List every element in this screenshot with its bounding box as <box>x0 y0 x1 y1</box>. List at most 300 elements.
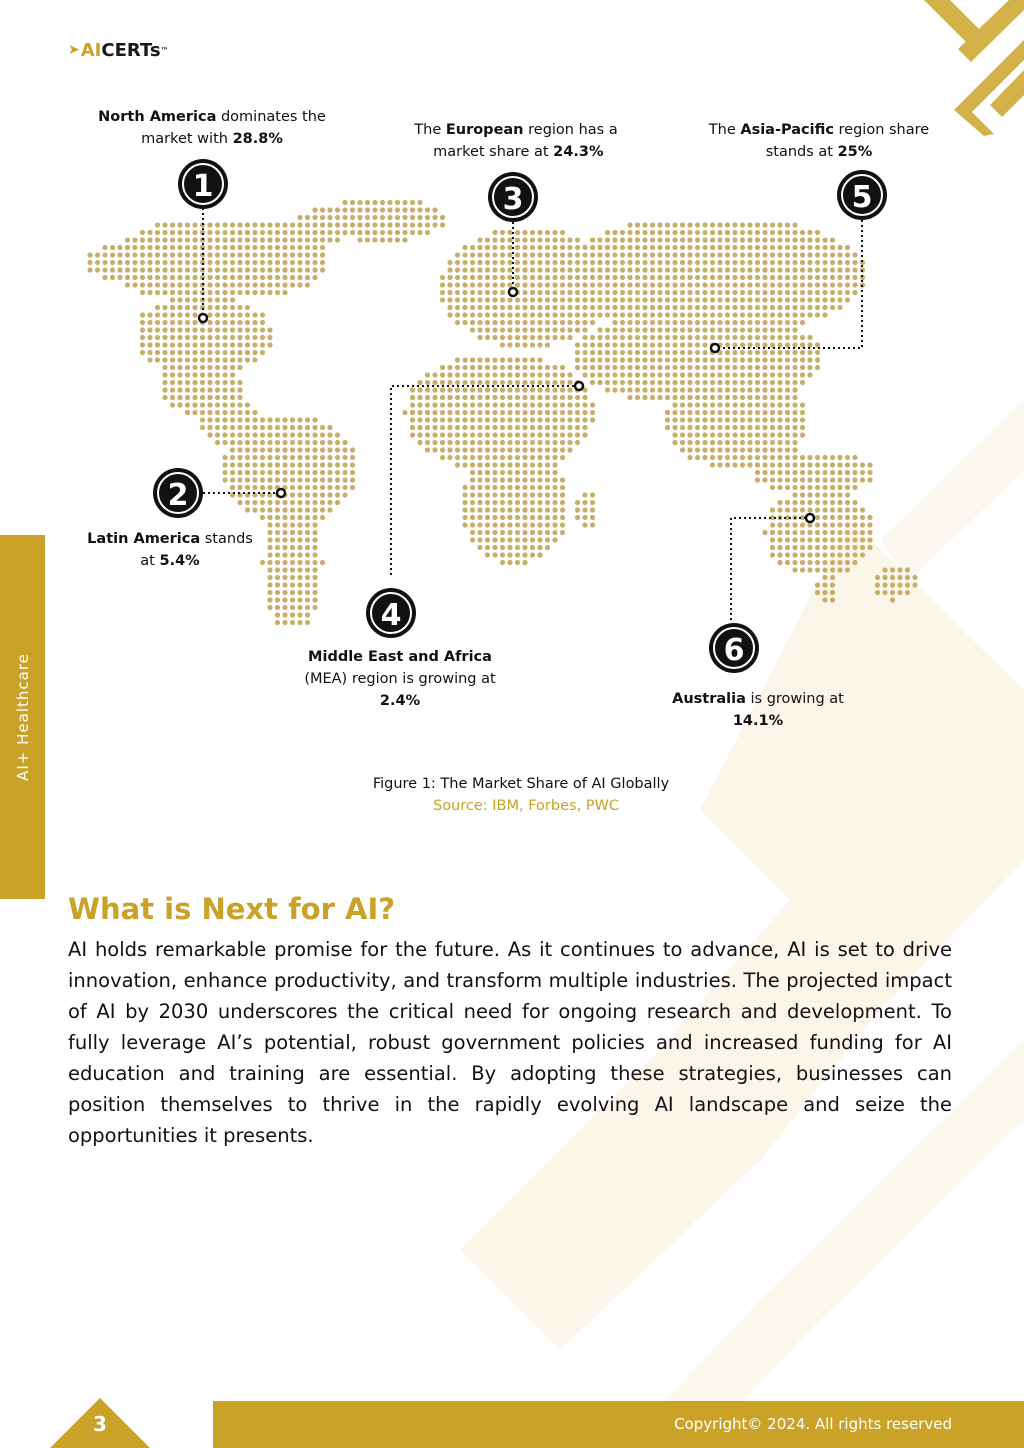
map-dot <box>830 545 835 550</box>
map-dot <box>515 387 520 392</box>
map-dot <box>770 297 775 302</box>
map-dot <box>665 282 670 287</box>
map-dot <box>117 275 122 280</box>
map-dot <box>530 237 535 242</box>
map-dot <box>537 417 542 422</box>
map-dot <box>260 282 265 287</box>
map-dot <box>297 275 302 280</box>
map-dot <box>350 215 355 220</box>
map-dot <box>530 507 535 512</box>
map-dot <box>755 260 760 265</box>
map-dot <box>417 402 422 407</box>
map-dot <box>155 327 160 332</box>
map-dot <box>582 500 587 505</box>
map-dot <box>260 500 265 505</box>
map-dot <box>447 297 452 302</box>
map-dot <box>822 282 827 287</box>
map-dot <box>822 260 827 265</box>
map-dot <box>755 275 760 280</box>
map-dot <box>725 455 730 460</box>
map-dot <box>702 237 707 242</box>
map-dot <box>740 440 745 445</box>
map-dot <box>695 447 700 452</box>
map-dot <box>282 545 287 550</box>
map-dot <box>222 417 227 422</box>
map-dot <box>342 470 347 475</box>
map-dot <box>747 342 752 347</box>
map-dot <box>710 305 715 310</box>
map-dot <box>635 245 640 250</box>
map-dot <box>567 260 572 265</box>
map-dot <box>455 395 460 400</box>
map-dot <box>290 275 295 280</box>
map-dot <box>822 455 827 460</box>
map-dot <box>477 410 482 415</box>
map-dot <box>800 425 805 430</box>
map-dot <box>297 237 302 242</box>
map-dot <box>342 462 347 467</box>
map-dot <box>582 342 587 347</box>
map-dot <box>425 222 430 227</box>
map-dot <box>192 387 197 392</box>
map-dot <box>470 522 475 527</box>
map-dot <box>695 282 700 287</box>
map-dot <box>755 380 760 385</box>
map-dot <box>785 417 790 422</box>
map-dot <box>155 342 160 347</box>
map-dot <box>777 447 782 452</box>
map-dot <box>237 275 242 280</box>
map-dot <box>702 320 707 325</box>
map-dot <box>717 252 722 257</box>
map-dot <box>770 365 775 370</box>
map-dot <box>462 402 467 407</box>
map-dot <box>170 372 175 377</box>
map-dot <box>507 372 512 377</box>
map-dot <box>732 267 737 272</box>
map-dot <box>717 380 722 385</box>
map-dot <box>147 245 152 250</box>
map-dot <box>170 245 175 250</box>
map-dot <box>762 402 767 407</box>
map-dot <box>762 320 767 325</box>
map-dot <box>230 440 235 445</box>
map-dot <box>185 380 190 385</box>
map-dot <box>230 380 235 385</box>
map-dot <box>312 462 317 467</box>
map-dot <box>305 507 310 512</box>
map-dot <box>635 297 640 302</box>
map-dot <box>822 567 827 572</box>
map-dot <box>267 605 272 610</box>
map-dot <box>837 260 842 265</box>
map-dot <box>717 237 722 242</box>
map-dot <box>845 500 850 505</box>
map-dot <box>222 365 227 370</box>
map-dot <box>537 402 542 407</box>
map-dot <box>627 275 632 280</box>
map-dot <box>792 327 797 332</box>
map-dot <box>627 260 632 265</box>
copyright-text: Copyright© 2024. All rights reserved <box>674 1415 952 1433</box>
map-dot <box>267 335 272 340</box>
map-dot <box>672 312 677 317</box>
map-dot <box>635 357 640 362</box>
map-dot <box>170 357 175 362</box>
map-dot <box>537 245 542 250</box>
map-dot <box>755 342 760 347</box>
map-dot <box>815 260 820 265</box>
map-dot <box>665 312 670 317</box>
map-dot <box>837 275 842 280</box>
map-dot <box>485 395 490 400</box>
map-dot <box>560 312 565 317</box>
map-dot <box>177 380 182 385</box>
map-dot <box>687 455 692 460</box>
map-dot <box>477 282 482 287</box>
map-dot <box>327 425 332 430</box>
map-dot <box>192 350 197 355</box>
map-dot <box>740 305 745 310</box>
map-dot <box>207 365 212 370</box>
map-dot <box>335 440 340 445</box>
map-dot <box>800 530 805 535</box>
map-dot <box>530 365 535 370</box>
map-dot <box>785 425 790 430</box>
map-dot <box>282 612 287 617</box>
map-dot <box>425 432 430 437</box>
map-dot <box>485 530 490 535</box>
map-dot <box>822 462 827 467</box>
map-dot <box>687 237 692 242</box>
map-dot <box>575 515 580 520</box>
map-dot <box>125 252 130 257</box>
map-dot <box>275 620 280 625</box>
map-dot <box>717 455 722 460</box>
map-dot <box>455 320 460 325</box>
map-dot <box>455 387 460 392</box>
map-dot <box>507 305 512 310</box>
map-dot <box>342 207 347 212</box>
map-dot <box>800 507 805 512</box>
map-dot <box>590 500 595 505</box>
map-dot <box>567 252 572 257</box>
map-dot <box>575 357 580 362</box>
map-dot <box>800 552 805 557</box>
map-dot <box>215 440 220 445</box>
map-dot <box>560 380 565 385</box>
map-dot <box>740 260 745 265</box>
map-dot <box>800 245 805 250</box>
map-dot <box>762 290 767 295</box>
map-dot <box>372 200 377 205</box>
map-dot <box>282 282 287 287</box>
map-dot <box>297 260 302 265</box>
map-dot <box>192 410 197 415</box>
map-dot <box>350 200 355 205</box>
map-dot <box>305 492 310 497</box>
map-dot <box>807 282 812 287</box>
map-dot <box>762 432 767 437</box>
map-dot <box>312 440 317 445</box>
map-dot <box>530 410 535 415</box>
map-dot <box>537 395 542 400</box>
map-dot <box>665 237 670 242</box>
map-dot <box>537 410 542 415</box>
map-dot <box>537 335 542 340</box>
map-dot <box>912 582 917 587</box>
map-dot <box>470 380 475 385</box>
map-dot <box>260 425 265 430</box>
map-dot <box>245 470 250 475</box>
map-dot <box>252 410 257 415</box>
map-dot <box>440 440 445 445</box>
map-dot <box>717 230 722 235</box>
map-dot <box>732 372 737 377</box>
map-dot <box>627 267 632 272</box>
map-dot <box>605 335 610 340</box>
map-dot <box>560 440 565 445</box>
map-dot <box>852 455 857 460</box>
map-dot <box>282 252 287 257</box>
map-dot <box>282 447 287 452</box>
map-dot <box>185 342 190 347</box>
map-dot <box>305 605 310 610</box>
map-dot <box>792 387 797 392</box>
map-dot <box>657 365 662 370</box>
map-dot <box>162 275 167 280</box>
map-dot <box>830 582 835 587</box>
map-dot <box>725 387 730 392</box>
map-dot <box>387 200 392 205</box>
map-dot <box>140 350 145 355</box>
map-dot <box>650 335 655 340</box>
map-dot <box>312 582 317 587</box>
map-dot <box>890 567 895 572</box>
map-dot <box>207 237 212 242</box>
map-dot <box>665 372 670 377</box>
map-dot <box>672 357 677 362</box>
map-dot <box>530 395 535 400</box>
map-dot <box>560 492 565 497</box>
map-dot <box>582 312 587 317</box>
map-dot <box>725 237 730 242</box>
map-dot <box>552 387 557 392</box>
map-dot <box>470 395 475 400</box>
map-dot <box>432 425 437 430</box>
map-dot <box>222 312 227 317</box>
map-dot <box>612 372 617 377</box>
map-dot <box>440 455 445 460</box>
map-dot <box>792 245 797 250</box>
map-dot <box>170 387 175 392</box>
map-dot <box>702 365 707 370</box>
map-dot <box>192 380 197 385</box>
map-dot <box>320 252 325 257</box>
map-dot <box>237 380 242 385</box>
map-dot <box>545 470 550 475</box>
map-dot <box>807 372 812 377</box>
map-dot <box>695 380 700 385</box>
map-dot <box>545 515 550 520</box>
map-dot <box>905 582 910 587</box>
map-dot <box>185 222 190 227</box>
map-dot <box>762 365 767 370</box>
map-dot <box>230 237 235 242</box>
map-dot <box>222 290 227 295</box>
map-dot <box>582 282 587 287</box>
map-dot <box>275 545 280 550</box>
map-dot <box>245 327 250 332</box>
map-dot <box>710 222 715 227</box>
map-dot <box>800 320 805 325</box>
map-dot <box>575 275 580 280</box>
map-dot <box>492 500 497 505</box>
map-dot <box>867 477 872 482</box>
map-dot <box>740 357 745 362</box>
map-dot <box>710 425 715 430</box>
map-dot <box>687 350 692 355</box>
map-dot <box>515 552 520 557</box>
map-dot <box>777 372 782 377</box>
map-dot <box>687 327 692 332</box>
map-dot <box>822 515 827 520</box>
map-dot <box>530 500 535 505</box>
map-dot <box>215 312 220 317</box>
map-dot <box>687 335 692 340</box>
map-dot <box>327 440 332 445</box>
map-dot <box>777 365 782 370</box>
map-dot <box>267 515 272 520</box>
map-dot <box>252 222 257 227</box>
map-dot <box>552 275 557 280</box>
map-dot <box>680 387 685 392</box>
map-dot <box>515 425 520 430</box>
map-dot <box>177 372 182 377</box>
map-dot <box>320 440 325 445</box>
map-dot <box>477 402 482 407</box>
map-dot <box>252 312 257 317</box>
map-dot <box>552 462 557 467</box>
map-dot <box>687 387 692 392</box>
map-dot <box>635 327 640 332</box>
map-dot <box>245 462 250 467</box>
map-dot <box>357 237 362 242</box>
map-dot <box>702 267 707 272</box>
map-dot <box>245 290 250 295</box>
map-dot <box>747 222 752 227</box>
map-dot <box>800 357 805 362</box>
map-dot <box>357 230 362 235</box>
map-dot <box>702 290 707 295</box>
map-dot <box>312 237 317 242</box>
map-dot <box>522 485 527 490</box>
map-dot <box>500 275 505 280</box>
map-dot <box>717 305 722 310</box>
map-dot <box>485 380 490 385</box>
map-dot <box>560 327 565 332</box>
map-dot <box>102 245 107 250</box>
map-dot <box>155 260 160 265</box>
map-dot <box>147 350 152 355</box>
map-dot <box>590 402 595 407</box>
map-dot <box>147 282 152 287</box>
map-dot <box>747 275 752 280</box>
map-dot <box>305 552 310 557</box>
map-dot <box>485 260 490 265</box>
map-dot <box>320 455 325 460</box>
map-dot <box>132 237 137 242</box>
map-dot <box>560 447 565 452</box>
map-dot <box>732 365 737 370</box>
map-dot <box>267 260 272 265</box>
map-dot <box>822 267 827 272</box>
map-dot <box>612 237 617 242</box>
map-dot <box>882 575 887 580</box>
map-dot <box>732 387 737 392</box>
map-dot <box>800 260 805 265</box>
map-dot <box>830 507 835 512</box>
map-dot <box>222 462 227 467</box>
map-dot <box>912 575 917 580</box>
map-dot <box>170 320 175 325</box>
map-dot <box>755 477 760 482</box>
map-dot <box>440 387 445 392</box>
map-dot <box>335 447 340 452</box>
map-dot <box>815 552 820 557</box>
map-dot <box>755 455 760 460</box>
map-dot <box>170 395 175 400</box>
map-dot <box>590 282 595 287</box>
map-dot <box>500 245 505 250</box>
map-dot <box>762 342 767 347</box>
map-dot <box>582 350 587 355</box>
map-dot <box>522 342 527 347</box>
map-dot <box>620 342 625 347</box>
map-dot <box>485 365 490 370</box>
map-dot <box>687 447 692 452</box>
map-dot <box>695 260 700 265</box>
map-dot <box>560 282 565 287</box>
map-dot <box>500 380 505 385</box>
map-dot <box>185 365 190 370</box>
map-dot <box>582 297 587 302</box>
map-dot <box>860 507 865 512</box>
map-dot <box>567 432 572 437</box>
map-dot <box>365 230 370 235</box>
map-dot <box>477 305 482 310</box>
map-dot <box>522 320 527 325</box>
map-dot <box>650 282 655 287</box>
map-dot <box>807 312 812 317</box>
map-dot <box>620 305 625 310</box>
map-dot <box>177 237 182 242</box>
map-dot <box>785 432 790 437</box>
map-dot <box>297 515 302 520</box>
map-dot <box>192 372 197 377</box>
map-dot <box>695 327 700 332</box>
map-dot <box>432 207 437 212</box>
map-dot <box>522 545 527 550</box>
callout-1-mid: dominates the <box>216 109 326 125</box>
map-dot <box>800 312 805 317</box>
map-dot <box>305 425 310 430</box>
map-dot <box>590 515 595 520</box>
map-dot <box>290 245 295 250</box>
map-dot <box>147 312 152 317</box>
map-dot <box>657 282 662 287</box>
map-dot <box>530 440 535 445</box>
